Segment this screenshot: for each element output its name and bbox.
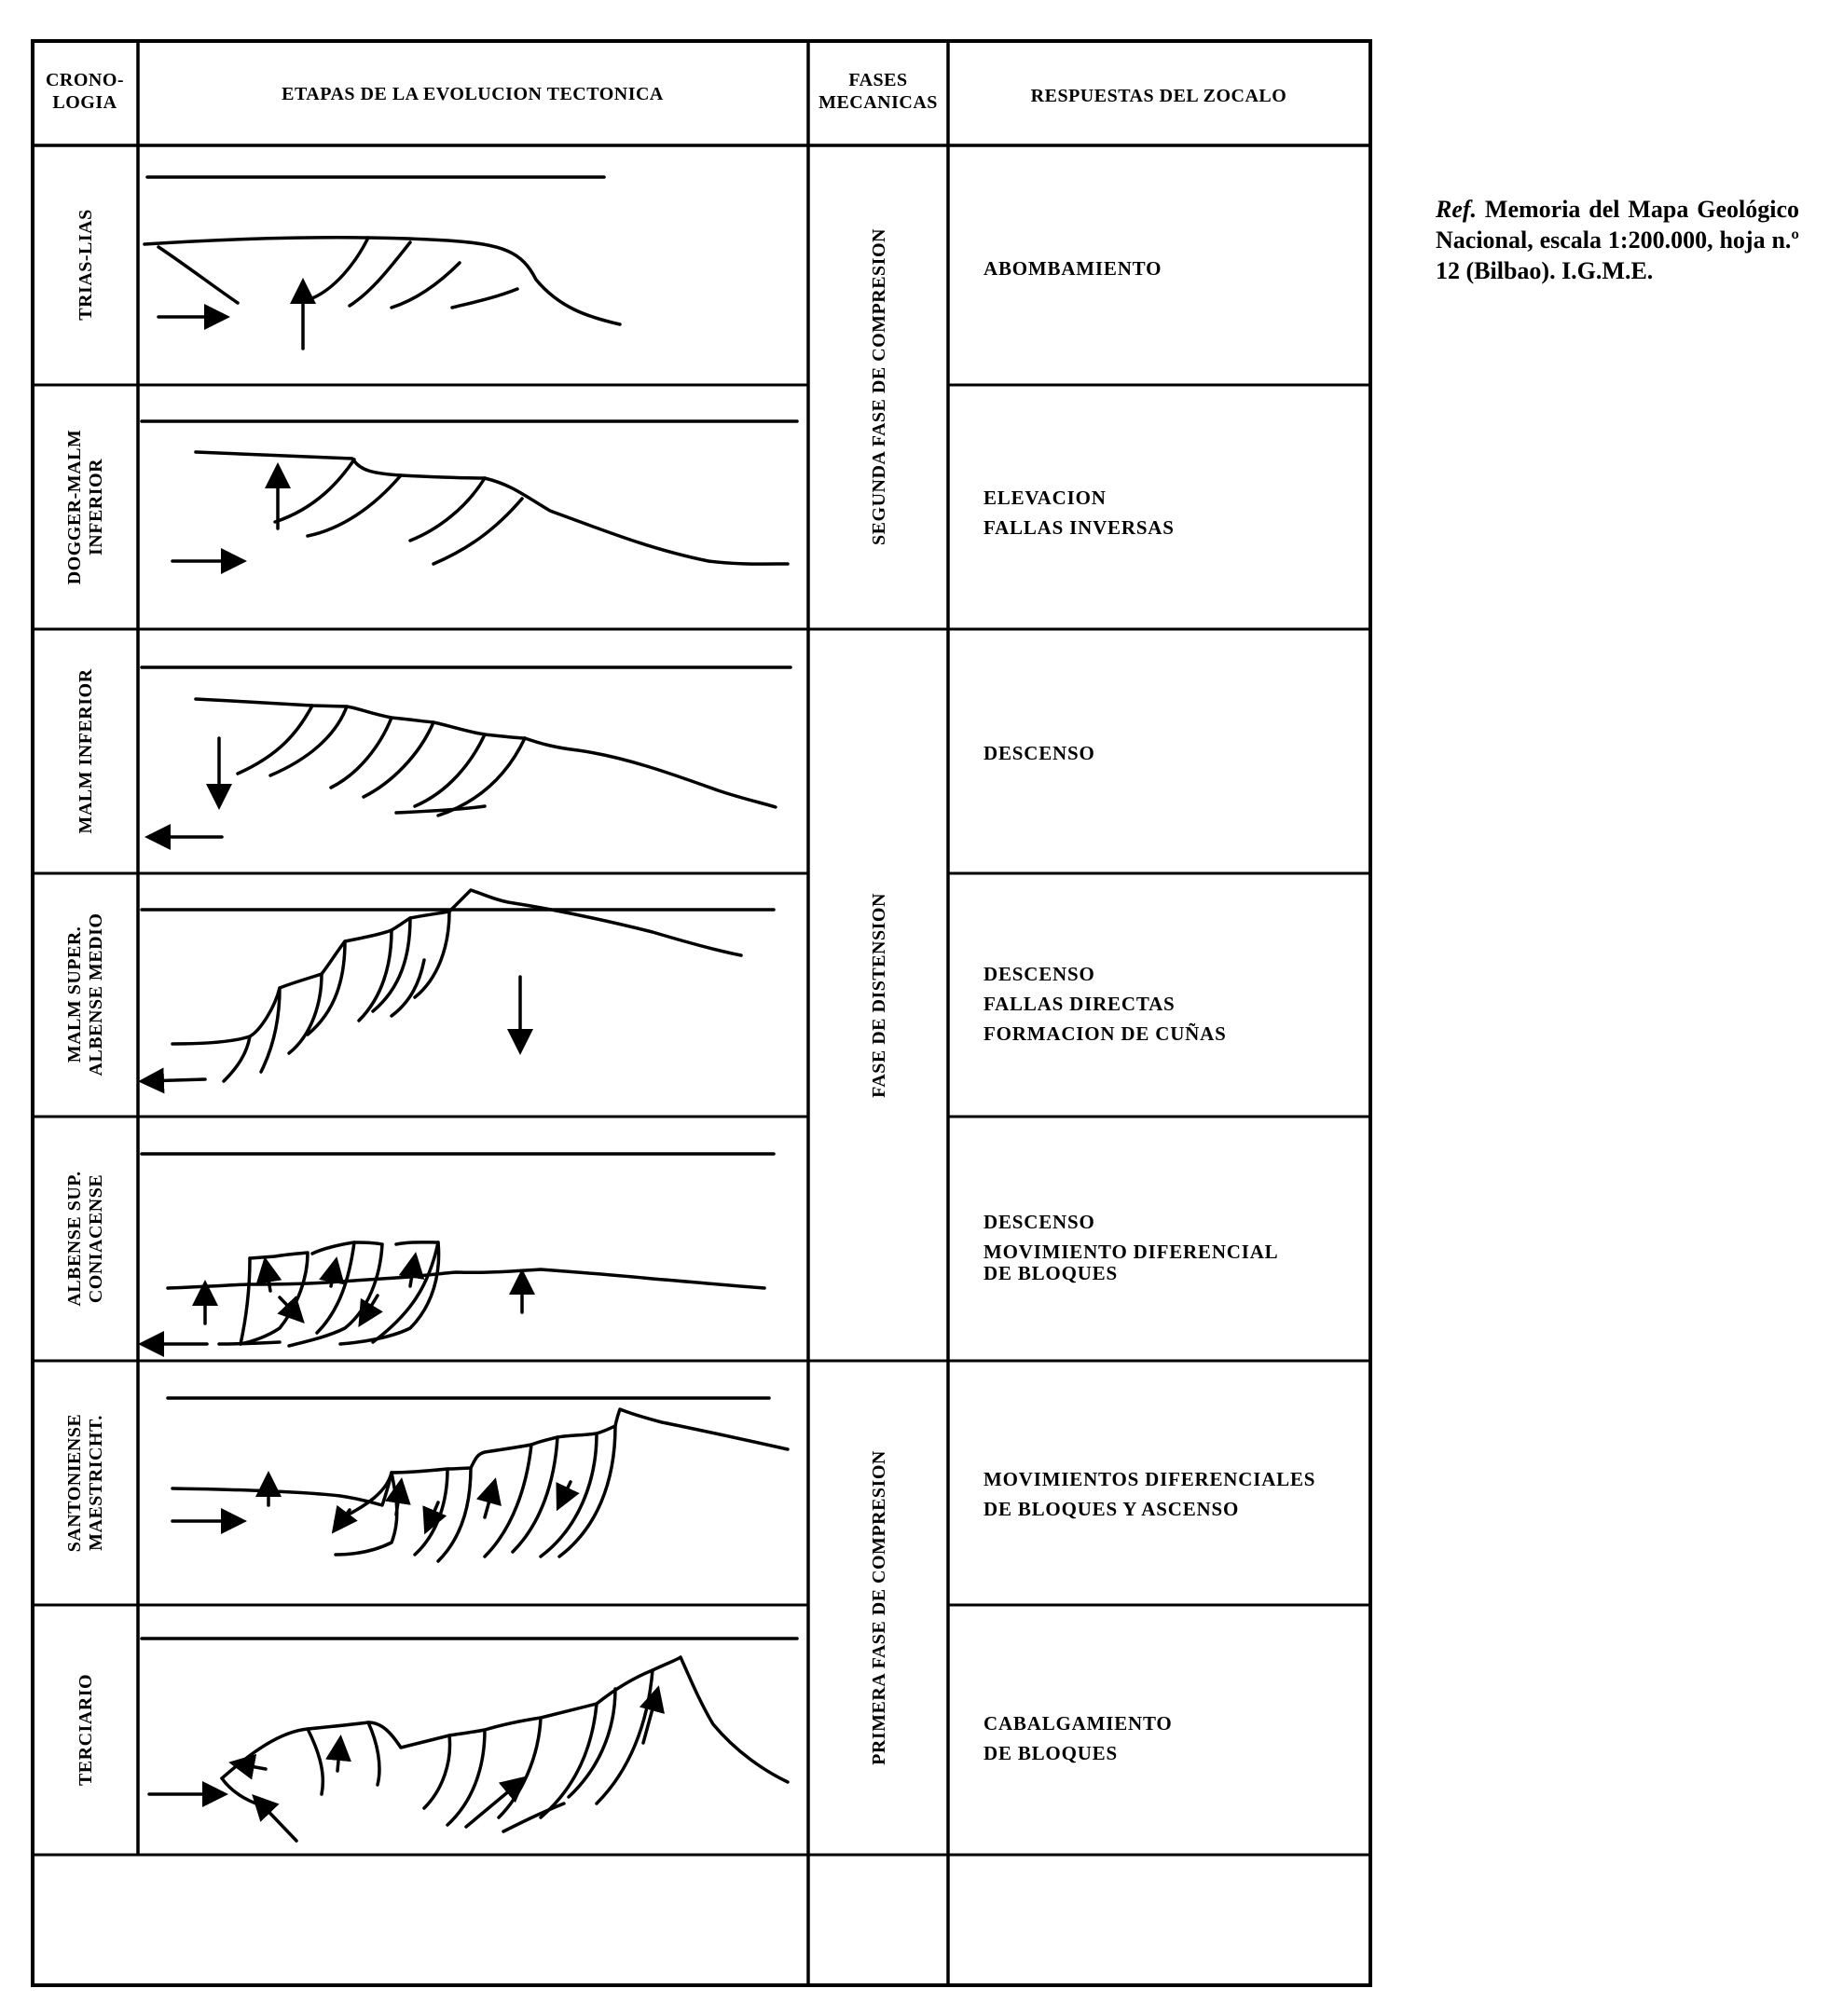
response-row1-line1: ABOMBAMIENTO <box>983 257 1162 280</box>
response-row3-line1: DESCENSO <box>983 742 1095 764</box>
table-header <box>46 70 1286 113</box>
header-etapas: ETAPAS DE LA EVOLUCION TECTONICA <box>282 84 664 104</box>
chronology-albense-sup: ALBENSE SUP. <box>64 1171 85 1307</box>
response-row4-line2: FALLAS DIRECTAS <box>983 993 1176 1015</box>
tectonic-sketches <box>142 177 797 1841</box>
phase-segunda-compresion: SEGUNDA FASE DE COMPRESION <box>869 228 889 545</box>
sketch-dogger-malm <box>142 421 797 564</box>
sketch-santoniense <box>168 1398 788 1561</box>
header-cronologia-line2: LOGIA <box>52 92 117 113</box>
header-fases-line1: FASES <box>848 70 908 90</box>
reference-label: Ref. <box>1436 196 1478 223</box>
response-row4-line3: FORMACION DE CUÑAS <box>983 1022 1227 1045</box>
response-row5-line3: DE BLOQUES <box>983 1262 1118 1284</box>
chronology-malm-super: MALM SUPER. <box>64 926 85 1063</box>
reference-note <box>1436 194 1799 286</box>
reference-text: Memoria del Mapa Geológico Nacional, escala 1:200.000, hoja n.º 12 (Bilbao). I.G.M.E. <box>1436 196 1799 284</box>
header-respuestas: RESPUESTAS DEL ZOCALO <box>1030 86 1287 106</box>
chronology-labels <box>64 209 106 1786</box>
header-fases-line2: MECANICAS <box>818 92 938 113</box>
response-row5-line2: MOVIMIENTO DIFERENCIAL <box>983 1241 1279 1263</box>
sketch-trias-lias <box>144 177 620 349</box>
chronology-terciario: TERCIARIO <box>76 1673 96 1787</box>
sketch-albense-sup <box>142 1154 774 1346</box>
response-row2-line1: ELEVACION <box>983 487 1107 509</box>
response-row6-line2: DE BLOQUES Y ASCENSO <box>983 1498 1240 1520</box>
chronology-malm-inferior: MALM INFERIOR <box>76 668 96 834</box>
response-row5-line1: DESCENSO <box>983 1211 1095 1233</box>
chronology-coniacense: CONIACENSE <box>86 1173 106 1304</box>
phase-distension: FASE DE DISTENSION <box>869 893 889 1098</box>
chronology-dogger-malm-inferior: INFERIOR <box>86 458 106 556</box>
chronology-maestricht: MAESTRICHT. <box>86 1415 106 1551</box>
response-row7-line1: CABALGAMIENTO <box>983 1712 1173 1735</box>
response-row4-line1: DESCENSO <box>983 963 1095 985</box>
response-row6-line1: MOVIMIENTOS DIFERENCIALES <box>983 1468 1316 1490</box>
sketch-terciario <box>142 1639 797 1841</box>
sketch-malm-inferior <box>142 667 791 837</box>
chronology-dogger-malm: DOGGER-MALM <box>64 429 85 585</box>
phase-primera-compresion: PRIMERA FASE DE COMPRESION <box>869 1450 889 1765</box>
response-row7-line2: DE BLOQUES <box>983 1742 1118 1764</box>
phase-labels <box>869 228 889 1765</box>
row-dividers-right <box>948 385 1370 1855</box>
row-dividers-left <box>33 385 808 1855</box>
chronology-trias-lias: TRIAS-LIAS <box>76 209 96 321</box>
response-row2-line2: FALLAS INVERSAS <box>983 516 1175 539</box>
chronology-santoniense: SANTONIENSE <box>64 1413 85 1553</box>
sketch-malm-super <box>142 890 774 1081</box>
header-cronologia-line1: CRONO- <box>45 70 125 90</box>
basement-responses <box>983 257 1315 1764</box>
chronology-albense-medio: ALBENSE MEDIO <box>86 912 106 1077</box>
